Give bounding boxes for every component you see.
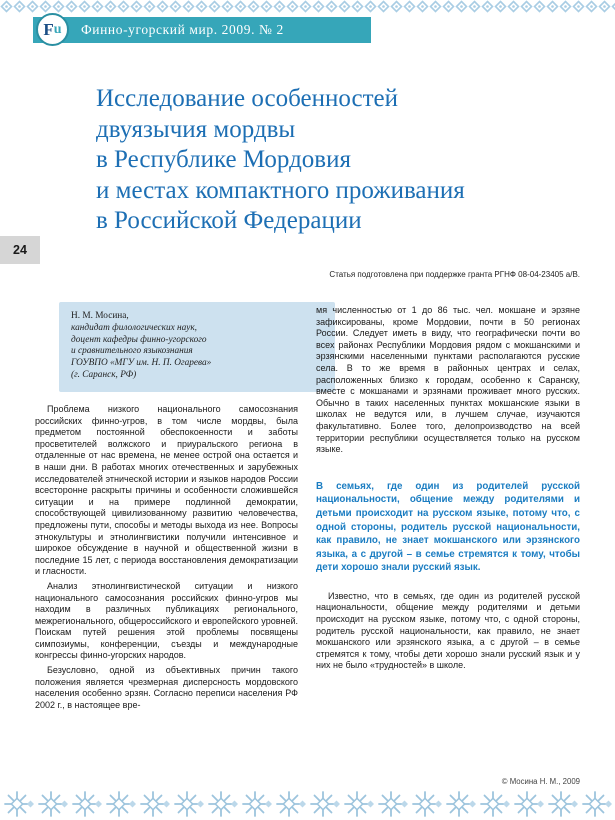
author-box [59, 302, 335, 392]
author-affiliation-line: и сравнительного языкознания [71, 346, 193, 357]
body-paragraph: Безусловно, одной из объективных причин такого положения является чрезмерная дисперсность мордовского населения особенно эрзян. Согласно переписи населения РФ 2002 г., в настоящее вре- [35, 665, 298, 710]
author-affiliation-line: ГОУВПО «МГУ им. Н. П. Огарева» [71, 358, 212, 369]
body-paragraph: Проблема низкого национального самосознания российских финно-угров, в том числе мордвы, была предметом постоянной обеспокоенности и заботы просветителей волжского и приуральского региона в отдаленные от нас времена, не менее острой она остается и в наши дни. В работах многих отечественных и зарубежных исследователей этнической истории и языков народов России всесторонне раскрыты причины и особенности сложившейся ситуации и на примере подлинной демократии, способствующей цивилизованному развитию человечества, предложены пути, способы и методы выхода из нее. Вопросы этнокультуры и этнолингвистики получили интенсивное и широкое обсуждение в научной и общественной жизни в последние 15 лет, с периода восстановления демократизации и гласности. [35, 404, 298, 577]
body-paragraph: мя численностью от 1 до 86 тыс. чел. мокшане и эрзяне зафиксированы, кроме Мордовии, почти в 50 регионах России. Следует иметь в виду, что географически почти во всех районах Республики Мордовия рядом с мокшанскими и эрзянскими населенными пунктами располагаются русские села. В то же время в районных центрах и селах, расположенных близко к городам, особенно к Саранску, вместе с мокшанами и эрзянами проживает много русских. Обычно в таких населенных пунктах мокшанские языки в школах не ведутся или, в лучшем случае, изучаются факультативно. Более того, делопроизводство на всей территории республики осуществляется только на русском языке. [316, 305, 580, 455]
body-paragraph: Анализ этнолингвистической ситуации и низкого национального самосознания российских финно-угров мы находим в различных публикациях регионального, межрегионального, общероссийского и европейского уровней. Поискам путей решения этой проблемы посвящены симпозиумы, конференции, съезды и международные конгрессы финно-угорских народов. [35, 580, 298, 661]
body-paragraph: Известно, что в семьях, где один из родителей русской национальности, общение между родителями и детьми происходит на русском языке, потому что, с одной стороны, родитель русской национальности, как правило, не знает мокшанского или эрзянского языка, а с другой – в семье стремятся к тому, чтобы дети хорошо знали русский язык и у них не было «трудностей» в школе. [316, 590, 580, 671]
journal-header-bar [33, 17, 371, 43]
bottom-ornament-band [0, 788, 615, 820]
highlight-quote: В семьях, где один из родителей русской национальности, общение между родителями и детьми происходит на русском языке, потому что, с одной стороны, родитель русской национальности, как правило, не знает мокшанского или эрзянского языка, а с другой – в семье стремятся к тому, чтобы дети хорошо знали русский язык. [316, 480, 580, 574]
article-title-line: двуязычия мордвы [96, 115, 296, 143]
page-number-tab [0, 236, 40, 264]
article-title [96, 84, 566, 237]
grant-note: Статья подготовлена при поддержке гранта РГНФ 08-04-23405 а/В. [329, 270, 580, 279]
article-title-line: в Республике Мордовия [96, 146, 351, 173]
logo-letter-u: u [53, 21, 62, 37]
article-title-line: в Российской Федерации [96, 207, 362, 234]
journal-logo [36, 13, 69, 46]
logo-letter-f: F [43, 20, 54, 39]
copyright-note: © Мосина Н. М., 2009 [501, 777, 580, 786]
author-name: Н. М. Мосина, [71, 311, 129, 321]
journal-header-title: Финно-угорский мир. 2009. № 2 [81, 22, 284, 37]
article-title-line: Исследование особенностей [96, 85, 398, 112]
article-title-line: и местах компактного проживания [96, 176, 465, 204]
author-affiliation-line: кандидат филологических наук, [71, 322, 197, 333]
right-column [316, 305, 580, 675]
author-affiliation-line: (г. Саранск, РФ) [71, 369, 137, 380]
author-affiliation-line: доцент кафедры финно-угорского [71, 334, 207, 345]
top-ornament-band [0, 0, 615, 13]
left-column [35, 404, 298, 714]
page-number: 24 [13, 243, 27, 257]
